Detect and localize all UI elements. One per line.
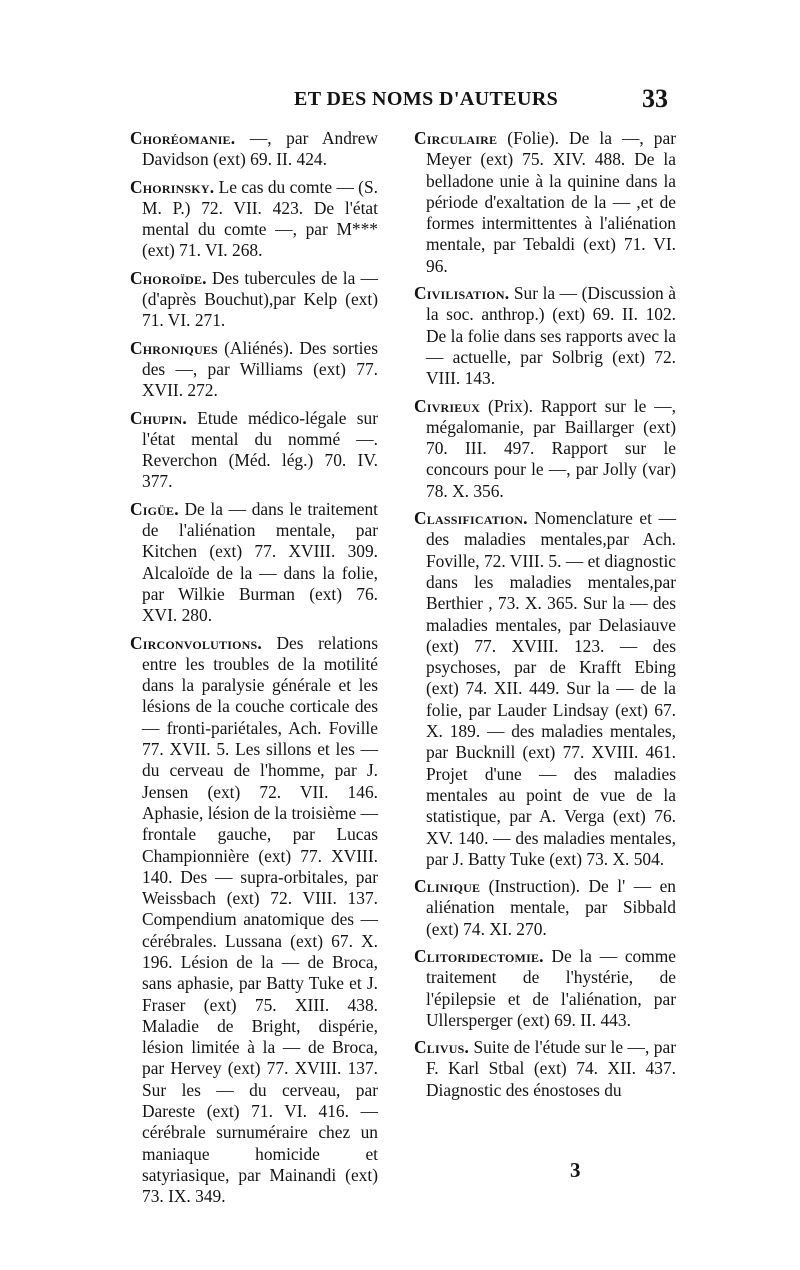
entry-text: Sur la — (Discussion à la soc. anthrop.) (ext) 69. II. 102. De la folie dans ses rapports avec la — actuelle, par Solbrig (ext) 72. VIII. 143.: [426, 283, 676, 389]
right-column: [414, 128, 676, 1107]
index-entry: [130, 499, 378, 627]
entry-headword: Clinique: [414, 876, 481, 897]
left-column: [130, 128, 378, 1214]
index-entry: [130, 268, 378, 332]
index-entry: [130, 177, 378, 262]
entry-headword: Circulaire: [414, 128, 498, 148]
running-title: ET DES NOMS D'AUTEURS: [294, 88, 559, 110]
entry-text: —, par Andrew Davidson (ext) 69. II. 424.: [142, 128, 378, 170]
entry-headword: Chorinsky.: [130, 176, 215, 197]
entry-headword: Chupin.: [130, 407, 187, 428]
entry-text: De la — dans le traitement de l'aliénation mentale, par Kitchen (ext) 77. XVIII. 309. Alcaloïde de la — dans la folie, par Wilkie Burman (ext) 76. XVI. 280.: [142, 498, 378, 626]
entry-headword: Circonvolutions.: [130, 632, 262, 653]
index-entry: [414, 396, 676, 502]
page-header: [128, 84, 668, 128]
entry-text: Le cas du comte — (S. M. P.) 72. VII. 423. De l'état mental du comte —, par M*** (ext) 71. VI. 268.: [142, 176, 378, 261]
entry-text: De la — comme traitement de l'hystérie, de l'épilepsie et de l'aliénation, par Ullersperger (ext) 69. II. 443.: [426, 945, 676, 1030]
entry-headword: Clitoridectomie.: [414, 945, 544, 966]
entry-headword: Civilisation.: [414, 283, 510, 304]
entry-headword: Civrieux: [414, 395, 481, 416]
entry-text: Des relations entre les troubles de la motilité dans la paralysie générale et les lésions de la couche corticale des — fronti-pariétales, Ach. Foville 77. XVII. 5. Les sillons et les — du cerveau de l'homme, par J. Jensen (ext) 72. VII. 146. Aphasie, lésion de la troisième — frontale gauche, par Lucas Championnière (ext) 77. XVIII. 140. Des — supra-orbitales, par Weissbach (ext) 72. VIII. 137. Compendium anatomique des — cérébrales. Lussana (ext) 67. X. 196. Lésion de la — de Broca, sans aphasie, par Batty Tuke et J. Fraser (ext) 75. XIII. 438. Maladie de Bright, dispérie, lésion limitée à la — de Broca, par Hervey (ext) 77. XVIII. 137. Sur les — du cerveau, par Dareste (ext) 71. VI. 416. — cérébrale surnuméraire chez un maniaque homicide et satyriasique, par Mainandi (ext) 73. IX. 349.: [142, 632, 378, 1207]
index-entry: [414, 283, 676, 389]
entry-headword: Cigüe.: [130, 498, 179, 519]
entry-text: (Instruction). De l' — en aliénation mentale, par Sibbald (ext) 74. XI. 270.: [426, 876, 676, 939]
signature-mark: 3: [570, 1158, 581, 1182]
entry-headword: Choréomanie.: [130, 128, 236, 148]
index-entry: [130, 128, 378, 171]
index-entry: [414, 946, 676, 1031]
entry-text: Nomenclature et — des maladies mentales,par Ach. Foville, 72. VIII. 5. — et diagnostic dans les maladies mentales,par Berthier , 73. X. 365. Sur la — des maladies mentales, par Delasiauve (ext) 77. XVIII. 123. — des psychoses, par de Krafft Ebing (ext) 74. XII. 449. Sur la — de la folie, par Lauder Lindsay (ext) 67. X. 189. — des maladies mentales, par Bucknill (ext) 77. XVIII. 461. Projet d'une — des maladies mentales au point de vue de la statistique, par A. Verga (ext) 76. XV. 140. — des maladies mentales, par J. Batty Tuke (ext) 73. X. 504.: [426, 508, 676, 869]
index-entry: [130, 408, 378, 493]
index-entry: [414, 128, 676, 277]
index-entry: [130, 633, 378, 1208]
index-entry: [414, 1037, 676, 1101]
entry-text: Des tubercules de la — (d'après Bouchut),par Kelp (ext) 71. VI. 271.: [142, 267, 378, 331]
entry-text: Etude médico-légale sur l'état mental du nommé —. Reverchon (Méd. lég.) 70. IV. 377.: [142, 407, 378, 492]
page-number: 33: [642, 84, 668, 113]
entry-headword: Choroïde.: [130, 267, 207, 288]
index-entry: [414, 508, 676, 870]
index-entry: [414, 876, 676, 940]
entry-text: Suite de l'étude sur le —, par F. Karl Stbal (ext) 74. XII. 437. Diagnostic des énostoses du: [426, 1037, 676, 1100]
entry-headword: Classification.: [414, 508, 528, 529]
entry-text: (Aliénés). Des sorties des —, par Williams (ext) 77. XVII. 272.: [142, 337, 378, 401]
index-entry: [130, 338, 378, 402]
entry-headword: Chroniques: [130, 337, 218, 358]
entry-headword: Clivus.: [414, 1037, 469, 1058]
entry-text: (Folie). De la —, par Meyer (ext) 75. XIV. 488. De la belladone unie à la quinine dans la période d'exaltation de la — ,et de formes intermittentes à l'aliénation mentale, par Tebaldi (ext) 71. VI. 96.: [426, 128, 676, 276]
entry-text: (Prix). Rapport sur le —, mégalomanie, par Baillarger (ext) 70. III. 497. Rapport sur le concours pour le —, par Jolly (var) 78. X. 356.: [426, 395, 676, 501]
